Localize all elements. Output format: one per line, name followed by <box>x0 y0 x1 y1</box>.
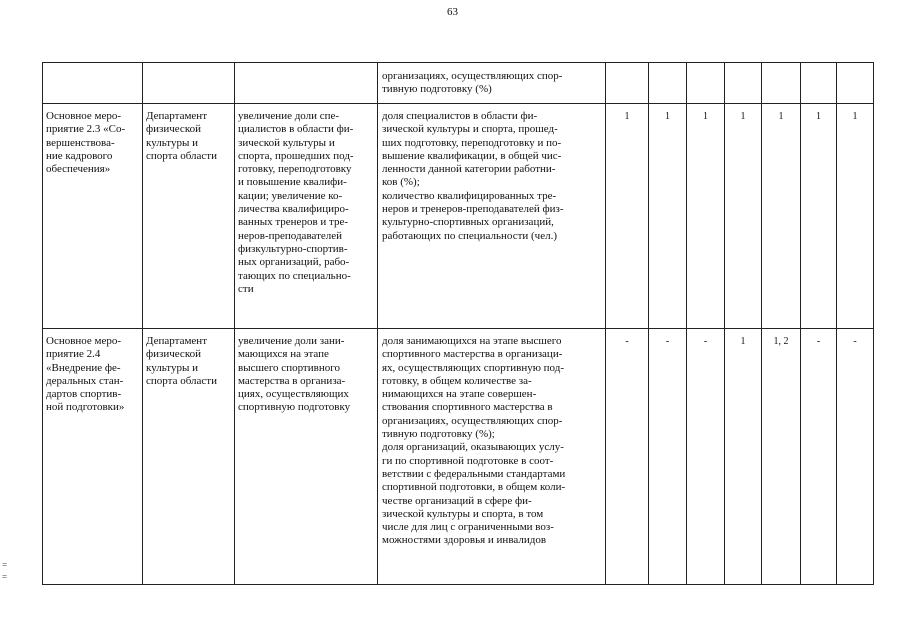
event-cell: Основное меро- приятие 2.4 «Внедрение фе- деральных стан- дартов спортив- ной подготовки» <box>46 335 125 414</box>
column-divider <box>873 62 874 585</box>
value-cell: 1 <box>816 111 821 122</box>
page-number: 63 <box>447 6 458 18</box>
column-divider <box>234 62 235 585</box>
result-cell: увеличение доли спе- циалистов в области фи- зической культуры и спорта, прошедших под- готовку, переподготовку и повышение квалифи- кации; увеличение ко- личества квалифициро- ванных тренеров и тре- неров-преподавателей физкультурно-спортив- ных организаций, рабо- тающих по специально- сти <box>238 110 354 295</box>
margin-mark: = <box>2 560 8 570</box>
column-divider <box>761 62 762 585</box>
value-cell: 1 <box>624 111 630 122</box>
indicator-cell: организациях, осуществляющих спор- тивную подготовку (%) <box>382 70 563 96</box>
executor-cell: Департамент физической культуры и спорта области <box>146 110 217 162</box>
row-divider <box>42 328 873 329</box>
column-divider <box>686 62 687 585</box>
value-cell: - <box>665 336 670 347</box>
executor-cell: Департамент физической культуры и спорта области <box>146 335 217 387</box>
value-cell: 1 <box>778 111 784 122</box>
row-divider <box>42 103 873 104</box>
column-divider <box>42 62 43 585</box>
table-bottom-border <box>42 584 873 585</box>
column-divider <box>724 62 725 585</box>
value-cell: - <box>853 336 857 347</box>
result-cell: увеличение доли зани- мающихся на этапе высшего спортивного мастерства в организа- циях, осуществляющих спортивную подготовку <box>238 335 351 414</box>
column-divider <box>800 62 801 585</box>
value-cell: - <box>703 336 708 347</box>
column-divider <box>142 62 143 585</box>
margin-mark: = <box>2 572 8 582</box>
indicator-cell: доля занимающихся на этапе высшего спортивного мастерства в организаци- ях, осуществляющих спортивную под- готовку, в общем количестве за- нимающихся на этапе совершен- ствования спортивного мастерства в организациях, осуществляющих спор- тивную подготовку (%); доля организаций, оказывающих услу- ги по спортивной подготовке в соот- ветствии с федеральными стандартами спортивной подготовки, в общем коли- честве организаций в сфере фи- зической культуры и спорта, в том числе для лиц с ограниченными воз- можностями здоровья и инвалидов <box>382 335 566 547</box>
indicator-cell: доля специалистов в области фи- зической культуры и спорта, прошед- ших подготовку, переподготовку и по- вышение квалификации, в общей чис- ленности данной категории работни- ков (%); количество квалифицированных тре- неров и тренеров-преподавателей физ- культурно-спортивных организаций, работающих по специальности (чел.) <box>382 110 564 242</box>
value-cell: 1 <box>703 111 708 122</box>
value-cell: 1 <box>740 336 746 347</box>
column-divider <box>648 62 649 585</box>
event-cell: Основное меро- приятие 2.3 «Со- вершенствова- ние кадрового обеспечения» <box>46 110 126 176</box>
column-divider <box>377 62 378 585</box>
value-cell: - <box>625 336 629 347</box>
value-cell: 1, 2 <box>773 336 789 347</box>
table-top-border <box>42 62 873 63</box>
value-cell: 1 <box>665 111 670 122</box>
value-cell: 1 <box>852 111 858 122</box>
column-divider <box>836 62 837 585</box>
value-cell: - <box>816 336 821 347</box>
value-cell: 1 <box>740 111 746 122</box>
column-divider <box>605 62 606 585</box>
